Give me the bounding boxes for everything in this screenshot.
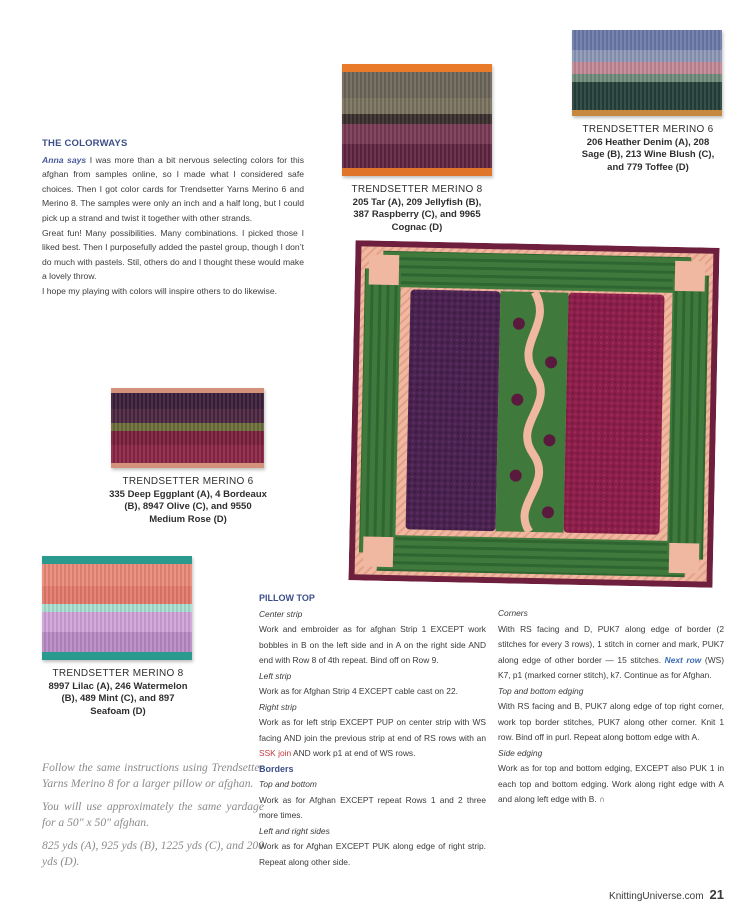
swatch-stripe [572,50,722,62]
swatch-stripe [111,393,264,409]
right-strip-text: Work as for left strip EXCEPT PUP on center strip with WS facing AND join the previous strip at end of RS rows with an [259,717,486,743]
side-note-paragraph: Follow the same instructions using Trendsetter Yarns Merino 8 for a larger pillow or afghan. [42,761,264,790]
tb-edging-text: With RS facing and B, PUK7 along edge of top right corner, work top border stitches, PUK7 along other corner. Knit 1 row. Bind off in purl. Repeat along bottom edge with A. [498,701,724,742]
swatch-stripe [572,30,722,50]
swatch-stripe [572,110,722,116]
colorways-heading: THE COLORWAYS [42,138,128,149]
swatch-stripe [572,74,722,82]
side-edging-label: Side edging [498,747,543,758]
colorways-section [42,137,304,299]
anna-says-label: Anna says [42,154,87,165]
colorways-paragraph: Great fun! Many possibilities. Many combinations. I picked those I liked best. Then I purposefully added the pastel group, though I don’t do much with pastels. Stil, others do and I thought these would make a lovely throw. [42,227,304,282]
swatch-stripe [111,409,264,423]
corners-text-end: (WS) K7, p1 (marked corner stitch), k7. Continue as for Afghan. [498,654,724,680]
corners-paragraph [498,622,724,684]
pillow-top-column-left [259,591,486,870]
swatch-stripe [42,564,192,586]
pillow-corner [363,536,394,567]
swatch-stripe [342,114,492,124]
caption-title: TRENDSETTER MERINO 6 [122,476,254,487]
pillow-border-right [667,275,709,560]
swatch-stripe [342,64,492,72]
swatch-stripe [572,62,722,74]
top-bottom-text: Work as for Afghan EXCEPT repeat Rows 1 and 2 three more times. [259,794,486,820]
top-bottom-label: Top and bottom [259,779,317,789]
swatch-stripe [42,652,192,660]
swatch-stripe [42,556,192,564]
page-footer [609,887,724,902]
swatch-stripe [342,144,492,168]
caption-title: TRENDSETTER MERINO 6 [582,124,714,135]
corners-label: Corners [498,608,528,618]
colorways-text: I was more than a bit nervous selecting colors for this afghan from samples online, so I made what I considered safe choices. Then I got color cards for Trendsetter Yarns Merino 6 and Merino 8. The samples were only an inch and a half long, but I could pick up a strand and twist it together with other strands. [42,154,304,223]
pillow-corner [675,261,706,292]
swatch-stripe [111,445,264,463]
swatch-stripe [572,82,722,110]
corners-text: With RS facing and D, PUK7 along edge of border (2 stitches for every 3 rows), 1 stitch in corner and mark, PUK7 along edge of other border — 15 stitches. [498,623,724,665]
swatch-stripe [342,72,492,98]
pillow-left-strip [406,289,501,531]
caption-title: TRENDSETTER MERINO 8 [351,184,483,195]
center-strip-label: Center strip [259,608,303,619]
side-note-paragraph: You will use approximately the same yardage for a 50" x 50" afghan. [42,800,264,829]
colorways-paragraph [42,153,304,226]
borders-heading: Borders [259,763,294,774]
caption-colors: 335 Deep Eggplant (A), 4 Bordeaux (B), 8947 Olive (C), and 9550 Medium Rose (D) [109,488,267,525]
pillow-top-column-right [498,606,724,808]
center-strip-text: Work and embroider as for afghan Strip 1 EXCEPT work bobbles in B on the left side and in A on the right side AND end with Row 8 of 4th repeat. Bind off on Row 9. [259,624,486,665]
pillow-border-bottom [377,535,686,577]
swatch-stripe [42,586,192,604]
side-edging-text: Work as for top and bottom edging, EXCEPT also PUK 1 in each top and bottom edging. Work along right edge with A and along left edge with B. ∩ [498,763,724,804]
page-number: 21 [709,887,724,902]
footer-site: KnittingUniverse.com [609,891,704,902]
pillow-corner [669,543,700,574]
swatch-stripe [111,423,264,431]
swatch-stripe [111,463,264,468]
pillow-top-heading: PILLOW TOP [259,593,315,603]
right-strip-text-end: AND work p1 at end of WS rows. [291,748,416,758]
swatch-stripe [42,612,192,632]
side-note-paragraph: 825 yds (A), 925 yds (B), 1225 yds (C), and 200 yds (D). [42,839,264,868]
swatch-caption-merino8-lilac [44,668,192,718]
caption-colors: 206 Heather Denim (A), 208 Sage (B), 213 Wine Blush (C), and 779 Toffee (D) [581,136,715,173]
caption-colors: 205 Tar (A), 209 Jellyfish (B), 387 Raspberry (C), and 9965 Cognac (D) [352,196,482,233]
swatch-stripe [42,632,192,652]
pillow-top-photo [348,240,719,588]
yarn-swatch-merino6-eggplant [111,388,264,468]
yarn-swatch-merino8-tar [342,64,492,176]
swatch-stripe [42,604,192,612]
swatch-caption-merino6-eggplant [108,476,268,526]
colorways-paragraph: I hope my playing with colors will inspire others to do likewise. [42,285,277,296]
yarn-swatch-merino6-denim [572,30,722,116]
swatch-stripe [342,124,492,144]
ssk-join-term: SSK join [259,748,292,758]
swatch-stripe [342,168,492,176]
pillow-border-top [383,251,692,293]
pillow-corner [369,255,400,286]
swatch-stripe [342,98,492,114]
left-strip-text: Work as for Afghan Strip 4 EXCEPT cable cast on 22. [259,686,458,696]
right-strip-label: Right strip [259,701,297,712]
swatch-stripe [111,431,264,445]
swatch-caption-merino6-denim [578,124,718,174]
side-note [42,760,264,878]
left-strip-label: Left strip [259,670,292,681]
caption-title: TRENDSETTER MERINO 8 [52,668,184,679]
yarn-swatch-merino8-lilac [42,556,192,660]
caption-colors: 8997 Lilac (A), 246 Watermelon (B), 489 Mint (C), and 897 Seafoam (D) [48,680,188,717]
left-right-text: Work as for Afghan EXCEPT PUK along edge of right strip. Repeat along other side. [259,841,486,867]
next-row-term: Next row [664,654,702,665]
left-right-label: Left and right sides [259,825,330,836]
pillow-right-strip [564,293,665,535]
swatch-caption-merino8-tar [346,184,488,234]
right-strip-paragraph [259,715,486,762]
tb-edging-label: Top and bottom edging [498,685,584,696]
pillow-border-left [359,268,401,553]
